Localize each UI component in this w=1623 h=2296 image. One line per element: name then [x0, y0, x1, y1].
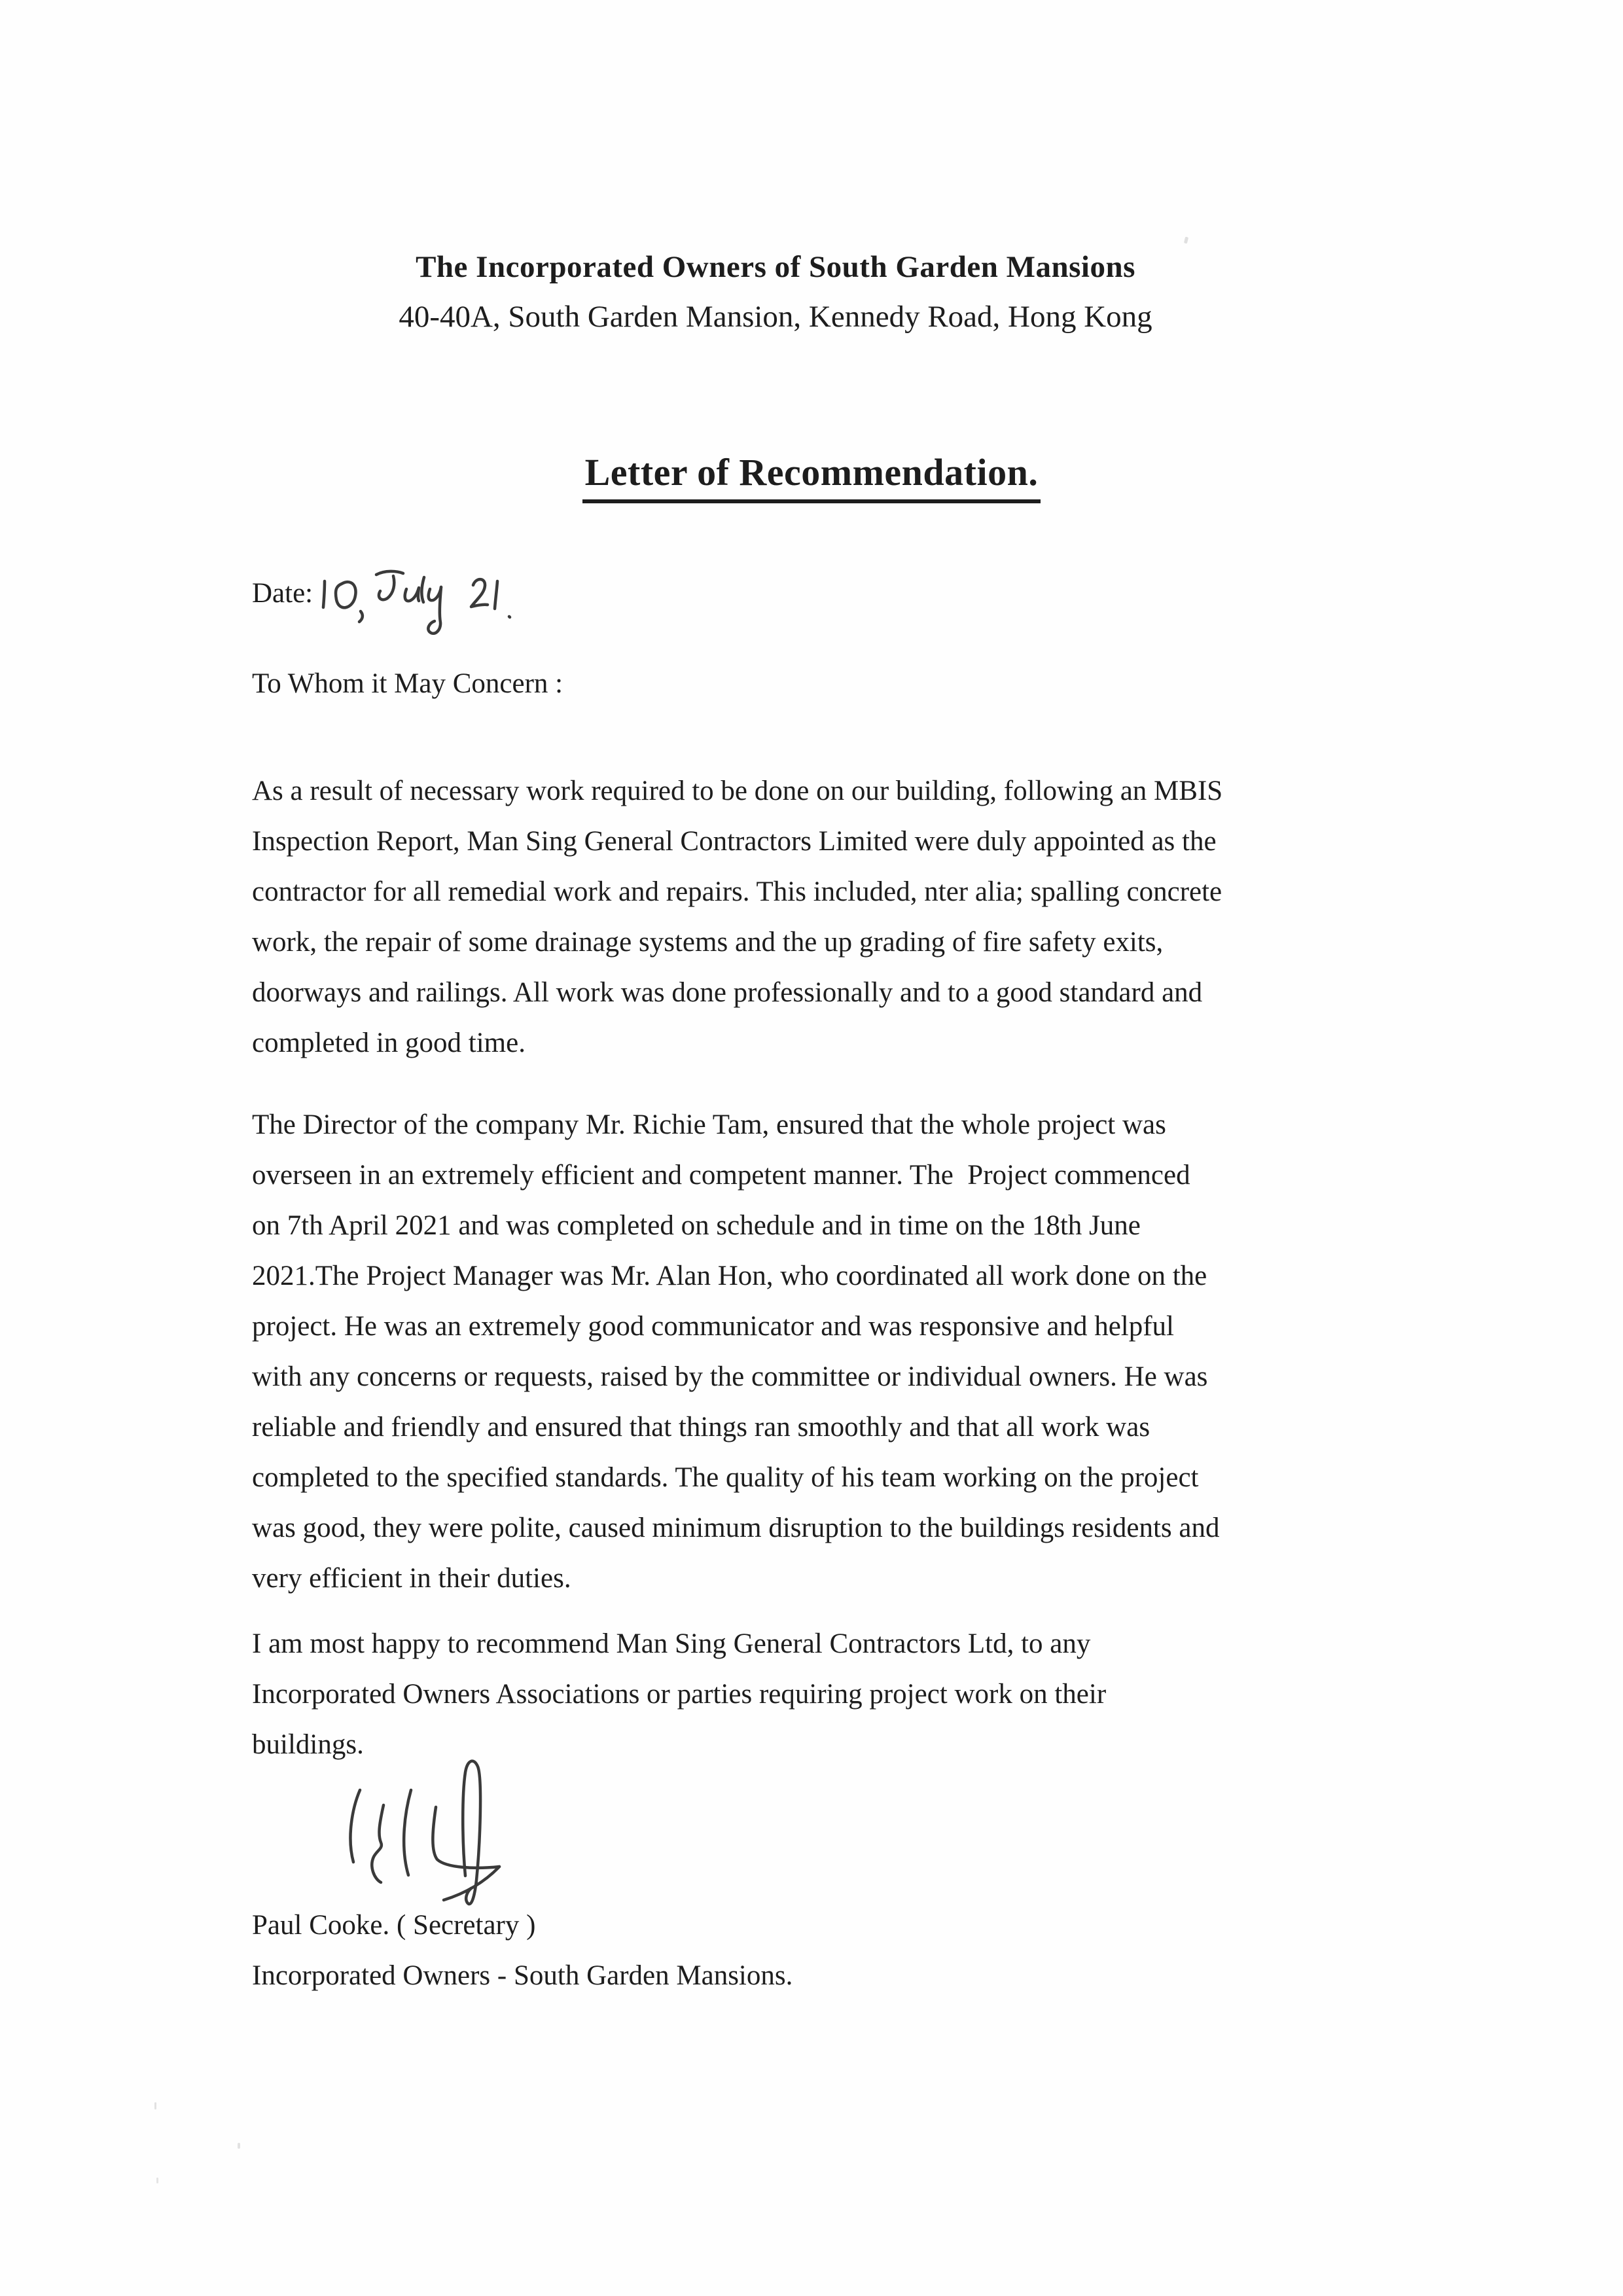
paragraph-line: with any concerns or requests, raised by the committee or individual owners. He was: [252, 1361, 1208, 1392]
handwritten-date: [314, 555, 524, 653]
scan-artifact: [154, 2102, 156, 2109]
signoff: [252, 1900, 793, 2001]
organization-name: The Incorporated Owners of South Garden Mansions: [416, 250, 1135, 284]
signoff-organization: Incorporated Owners - South Garden Mansions.: [252, 1960, 793, 1991]
scan-artifact: [238, 2143, 240, 2149]
paragraph-1: [252, 766, 1404, 1068]
letterhead: [0, 251, 1587, 334]
scan-artifact: [156, 2178, 158, 2183]
paragraph-line: contractor for all remedial work and repairs. This included, nter alia; spalling concrete: [252, 876, 1222, 907]
paragraph-line: Incorporated Owners Associations or parties requiring project work on their: [252, 1679, 1107, 1710]
salutation: To Whom it May Concern :: [252, 668, 563, 699]
paragraph-line: buildings.: [252, 1729, 364, 1760]
paragraph-line: As a result of necessary work required to be done on our building, following an MBIS: [252, 776, 1223, 806]
paragraph-line: doorways and railings. All work was done professionally and to a good standard and: [252, 977, 1203, 1008]
date-label: Date:: [252, 578, 313, 609]
letter-title-wrap: [0, 450, 1623, 503]
organization-address: 40-40A, South Garden Mansion, Kennedy Road, Hong Kong: [399, 299, 1152, 334]
paragraph-line: 2021.The Project Manager was Mr. Alan Hon, who coordinated all work done on the: [252, 1261, 1207, 1291]
signoff-name: Paul Cooke. ( Secretary ): [252, 1910, 536, 1941]
paragraph-line: on 7th April 2021 and was completed on schedule and in time on the 18th June: [252, 1210, 1141, 1241]
paragraph-line: overseen in an extremely efficient and competent manner. The Project commenced: [252, 1160, 1190, 1191]
paragraph-2: [252, 1100, 1404, 1604]
paragraph-line: The Director of the company Mr. Richie Tam, ensured that the whole project was: [252, 1109, 1166, 1140]
paragraph-line: completed in good time.: [252, 1028, 526, 1058]
letter-title: Letter of Recommendation.: [582, 450, 1041, 503]
paragraph-line: very efficient in their duties.: [252, 1563, 571, 1594]
paragraph-line: completed to the specified standards. The quality of his team working on the project: [252, 1462, 1199, 1493]
paragraph-line: reliable and friendly and ensured that things ran smoothly and that all work was: [252, 1412, 1150, 1443]
paragraph-line: Inspection Report, Man Sing General Contractors Limited were duly appointed as the: [252, 826, 1217, 857]
paragraph-line: was good, they were polite, caused minimum disruption to the buildings residents and: [252, 1513, 1220, 1543]
paragraph-line: I am most happy to recommend Man Sing General Contractors Ltd, to any: [252, 1628, 1091, 1659]
paragraph-line: project. He was an extremely good communicator and was responsive and helpful: [252, 1311, 1175, 1342]
paragraph-line: work, the repair of some drainage systems and the up grading of fire safety exits,: [252, 927, 1164, 958]
scan-artifact: [1184, 237, 1188, 244]
